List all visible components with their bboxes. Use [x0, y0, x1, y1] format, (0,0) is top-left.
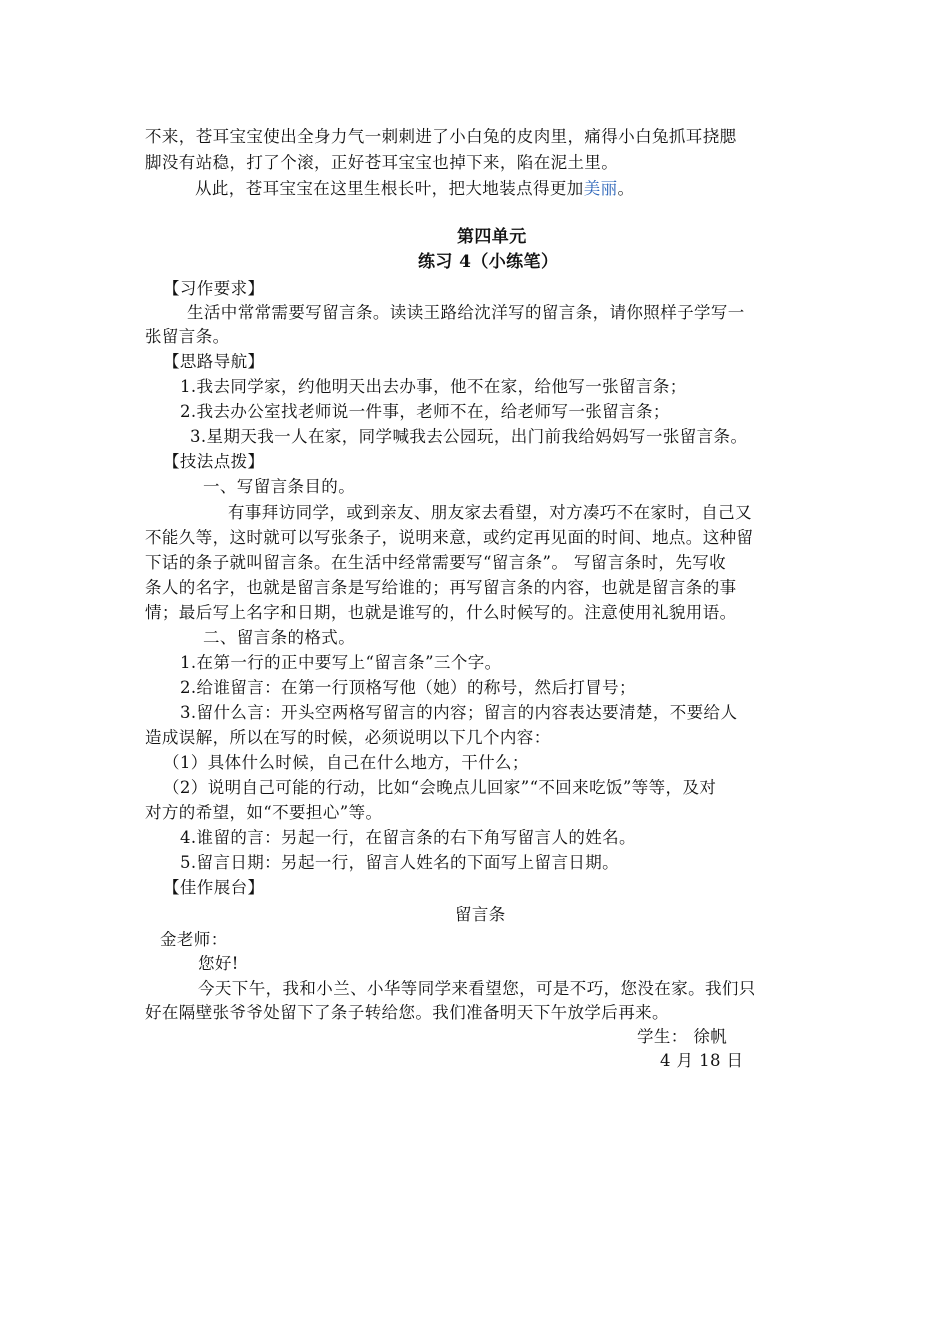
format-item-3b: 造成误解，所以在写的时候，必须说明以下几个内容：	[145, 728, 551, 747]
requirements-line-1: 生活中常常需要写留言条。读读王路给沈洋写的留言条，请你照样子学写一	[187, 303, 745, 322]
tips-section-1-line: 条人的名字，也就是留言条是写给谁的；再写留言条的内容，也就是留言条的事	[145, 578, 737, 597]
format-sub-2b: 对方的希望，如“不要担心”等。	[145, 803, 383, 822]
format-item-3a: 3.留什么言：开头空两格写留言的内容；留言的内容表达要清楚，不要给人	[180, 703, 738, 722]
requirements-heading: 【习作要求】	[163, 279, 265, 298]
tips-section-1-title: 一、写留言条目的。	[203, 477, 356, 496]
tips-section-1-line: 情；最后写上名字和日期，也就是谁写的，什么时候写的。注意使用礼貌用语。	[145, 603, 737, 622]
note-signature: 学生： 徐帆	[637, 1027, 728, 1046]
story-line-3	[195, 177, 634, 201]
story-line-3-text: 从此，苍耳宝宝在这里生根长叶，把大地装点得更加	[195, 179, 584, 198]
guide-item-2: 2.我去办公室找老师说一件事，老师不在，给老师写一张留言条；	[180, 402, 670, 421]
format-item-4: 4.谁留的言：另起一行，在留言条的右下角写留言人的姓名。	[180, 828, 636, 847]
note-title: 留言条	[455, 905, 506, 924]
format-sub-1: （1）具体什么时候，自己在什么地方，干什么；	[163, 753, 529, 772]
format-item-1: 1.在第一行的正中要写上“留言条”三个字。	[180, 653, 502, 672]
note-date: 4 月 18 日	[660, 1051, 744, 1070]
requirements-line-2: 张留言条。	[145, 327, 230, 346]
note-body-line-1: 今天下午，我和小兰、小华等同学来看望您，可是不巧，您没在家。我们只	[198, 979, 756, 998]
tips-section-1-line: 下话的条子就叫留言条。在生活中经常需要写“留言条”。 写留言条时，先写收	[145, 553, 727, 572]
format-item-5: 5.留言日期：另起一行，留言人姓名的下面写上留言日期。	[180, 853, 620, 872]
unit-title: 第四单元	[457, 227, 527, 247]
unit-subtitle: 练习 4（小练笔）	[418, 252, 559, 272]
story-line-3-end: 。	[617, 179, 635, 198]
story-line-1: 不来，苍耳宝宝使出全身力气一刺刺进了小白兔的皮肉里，痛得小白兔抓耳挠腮	[145, 127, 737, 146]
tips-heading: 【技法点拨】	[163, 452, 265, 471]
showcase-heading: 【佳作展台】	[163, 878, 265, 897]
note-salutation: 金老师：	[160, 930, 228, 949]
tips-section-1-line: 有事拜访同学，或到亲友、朋友家去看望，对方凑巧不在家时，自己又	[228, 503, 752, 522]
guide-heading: 【思路导航】	[163, 352, 265, 371]
tips-section-1-line: 不能久等，这时就可以写张条子，说明来意，或约定再见面的时间、地点。这种留	[145, 528, 754, 547]
format-item-2: 2.给谁留言：在第一行顶格写他（她）的称号，然后打冒号；	[180, 678, 636, 697]
guide-item-3: 3.星期天我一人在家，同学喊我去公园玩，出门前我给妈妈写一张留言条。	[190, 427, 748, 446]
tips-section-2-title: 二、留言条的格式。	[203, 628, 356, 647]
guide-item-1: 1.我去同学家，约他明天出去办事，他不在家，给他写一张留言条；	[180, 377, 687, 396]
note-greeting: 您好!	[198, 954, 239, 973]
note-body-line-2: 好在隔壁张爷爷处留下了条子转给您。我们准备明天下午放学后再来。	[145, 1003, 669, 1022]
story-line-2: 脚没有站稳，打了个滚，正好苍耳宝宝也掉下来，陷在泥土里。	[145, 153, 619, 172]
format-sub-2a: （2）说明自己可能的行动，比如“会晚点儿回家”“不回来吃饭”等等，及对	[163, 778, 717, 797]
beautiful-link[interactable]: 美丽	[583, 179, 618, 198]
